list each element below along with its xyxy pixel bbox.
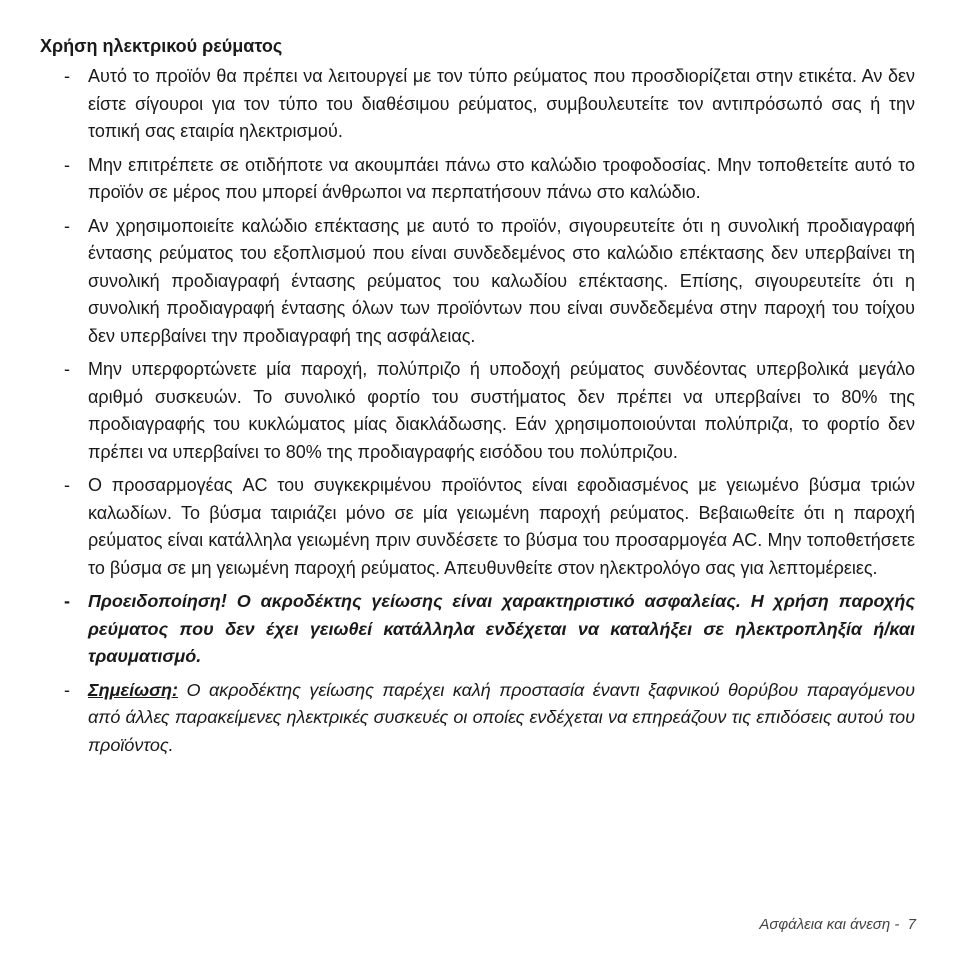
note-item [40,677,915,760]
bullet-marker: - [64,359,70,379]
bullet-marker: - [64,66,70,86]
bullet-marker: - [64,215,70,236]
note-label: Σημείωση: [88,679,179,700]
list-item [40,152,915,207]
list-item [40,63,915,146]
bullet-marker: - [64,591,70,611]
footer-separator: - [890,916,908,933]
list-item [40,472,915,582]
note-text: Ο ακροδέκτης γείωσης παρέχει καλή προστασία έναντι ξαφνικού θορύβου παραγόμενου από άλλες παρακείμενες ηλεκτρικές συσκευές οι οποίες ενδέχεται να επηρεάζουν τις επιδόσεις αυτού του προϊόντος. [88,679,915,755]
list-item [40,356,915,466]
section-heading: Χρήση ηλεκτρικού ρεύματος [40,36,283,56]
bullet-list [40,63,915,759]
bullet-marker: - [64,154,70,175]
page-number: 7 [907,916,916,933]
page-footer [759,916,916,933]
bullet-marker: - [64,475,70,495]
bullet-text: Μην επιτρέπετε σε οτιδήποτε να ακουμπάει πάνω στο καλώδιο τροφοδοσίας. Μην τοποθετείτε αυτό το προϊόν σε μέρος που μπορεί άνθρωποι να περπατήσουν πάνω στο καλώδιο. [88,154,915,202]
document-page [40,33,915,765]
bullet-text: Ο προσαρμογέας AC του συγκεκριμένου προϊόντος είναι εφοδιασμένος με γειωμένο βύσμα τριών καλωδίων. Το βύσμα ταιριάζει μόνο σε μία γειωμένη παροχή ρεύματος. Βεβαιωθείτε ότι η παροχή ρεύματος είναι κατάλληλα γειωμένη πριν συνδέσετε το βύσμα του προσαρμογέα AC. Μην τοποθετήσετε το βύσμα σε μη γειωμένη παροχή ρεύματος. Απευθυνθείτε στον ηλεκτρολόγο σας για λεπτομέρειες. [88,475,915,578]
list-item [40,213,915,351]
warning-text: Προειδοποίηση! Ο ακροδέκτης γείωσης είναι χαρακτηριστικό ασφαλείας. Η χρήση παροχής ρεύματος που δεν έχει γειωθεί κατάλληλα ενδέχεται να καταλήξει σε ηλεκτροπληξία ή/και τραυματισμό. [88,591,915,666]
bullet-text: Αν χρησιμοποιείτε καλώδιο επέκτασης με αυτό το προϊόν, σιγουρευτείτε ότι η συνολική προδιαγραφή έντασης ρεύματος του εξοπλισμού που είναι συνδεδεμένος στο καλώδιο επέκτασης δεν υπερβαίνει τη συνολική προδιαγραφή έντασης ρεύματος του καλωδίου επέκτασης. Επίσης, σιγουρευτείτε ότι η συνολική προδιαγραφή έντασης όλων των προϊόντων που είναι συνδεδεμένα στην παροχή του τοίχου δεν υπερβαίνει την προδιαγραφή της ασφάλειας. [88,215,915,346]
bullet-marker: - [64,679,70,700]
bullet-text: Μην υπερφορτώνετε μία παροχή, πολύπριζο ή υποδοχή ρεύματος συνδέοντας υπερβολικά μεγάλο αριθμό συσκευών. Το συνολικό φορτίο του συστήματος δεν πρέπει να υπερβαίνει το 80% της προδιαγραφής του κυκλώματος μίας διακλάδωσης. Εάν χρησιμοποιούνται πολύπριζα, το φορτίο δεν πρέπει να υπερβαίνει το 80% της προδιαγραφής εισόδου του πολύπριζου. [88,359,915,462]
warning-item [40,588,915,671]
footer-section-name: Ασφάλεια και άνεση [759,916,891,933]
bullet-text: Αυτό το προϊόν θα πρέπει να λειτουργεί με τον τύπο ρεύματος που προσδιορίζεται στην ετικέτα. Αν δεν είστε σίγουροι για τον τύπο του διαθέσιμου ρεύματος, συμβουλευτείτε τον αντιπρόσωπό σας ή την τοπική σας εταιρία ηλεκτρισμού. [88,66,915,141]
